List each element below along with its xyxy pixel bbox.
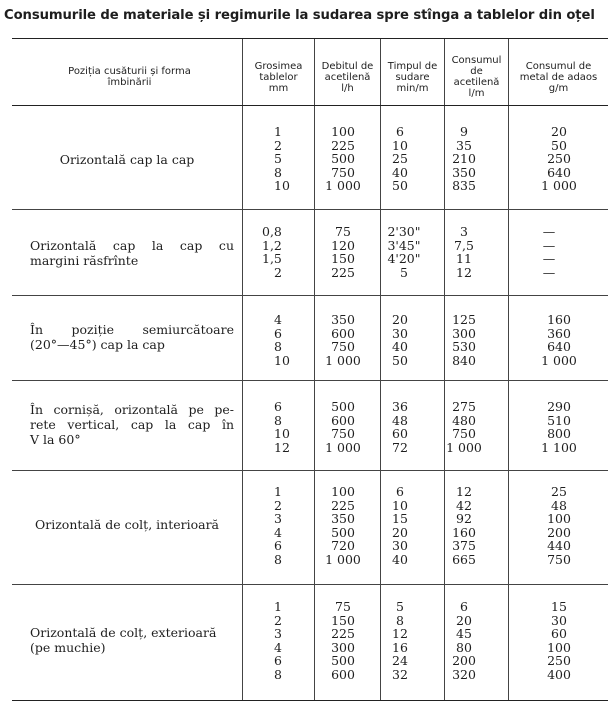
cell: 600 xyxy=(331,666,355,682)
acetylene-consumption-values xyxy=(444,600,484,682)
cell: 0,8 xyxy=(262,224,282,239)
cell: 350 xyxy=(331,312,355,327)
cell: 16 xyxy=(392,639,408,655)
cell: 12 xyxy=(274,439,290,455)
cell: 6 xyxy=(460,599,468,614)
cell: 1 000 xyxy=(325,439,361,455)
cell: 100 xyxy=(547,639,571,655)
cell: 800 xyxy=(547,426,571,442)
row-description xyxy=(12,625,242,655)
cell: 50 xyxy=(392,352,408,368)
cell: 6 xyxy=(274,653,282,669)
acetylene-flow-values xyxy=(318,313,368,367)
acetylene-flow-values xyxy=(318,400,368,454)
header-line: Consumul de xyxy=(525,61,592,72)
cell: 8 xyxy=(274,339,282,355)
welding-time-values xyxy=(380,125,420,193)
data-table xyxy=(12,38,608,701)
cell: 25 xyxy=(551,484,567,499)
cell: 50 xyxy=(392,178,408,194)
cell: 720 xyxy=(331,538,355,554)
cell: 5 xyxy=(274,151,282,167)
cell: 10 xyxy=(392,497,408,513)
description-line: Orizontală cap la cap cu xyxy=(30,238,234,253)
header-line: Timpul de xyxy=(387,61,438,72)
cell: 210 xyxy=(452,151,476,167)
header-line: tablelor xyxy=(259,72,298,83)
cell: 530 xyxy=(452,339,476,355)
cell: 510 xyxy=(547,412,571,428)
column-divider xyxy=(242,39,243,700)
cell: 60 xyxy=(551,626,567,642)
welding-time-values xyxy=(380,313,420,367)
description-line: Orizontală de colț, interioară xyxy=(35,517,219,532)
row-description xyxy=(12,152,242,167)
cell: — xyxy=(542,224,556,239)
cell: 48 xyxy=(551,497,567,513)
acetylene-consumption-values xyxy=(444,400,484,454)
cell: 80 xyxy=(456,639,472,655)
cell: 20 xyxy=(392,524,408,540)
filler-metal-values xyxy=(534,400,584,454)
cell: 290 xyxy=(547,399,571,414)
cell: 1 000 xyxy=(446,439,482,455)
cell: 50 xyxy=(551,137,567,153)
cell: 1,2 xyxy=(262,237,282,253)
row-divider xyxy=(12,380,608,381)
header-line: min/m xyxy=(396,83,429,94)
cell: 4 xyxy=(274,312,282,327)
cell: 480 xyxy=(452,412,476,428)
cell: 300 xyxy=(452,325,476,341)
header-line: sudare xyxy=(395,72,430,83)
cell: 40 xyxy=(392,551,408,567)
cell: 10 xyxy=(392,137,408,153)
description-line: margini răsfrînte xyxy=(30,253,139,268)
cell: 6 xyxy=(396,484,404,499)
row-divider xyxy=(12,584,608,585)
cell: 75 xyxy=(335,224,351,239)
cell: 24 xyxy=(392,653,408,669)
filler-metal-values xyxy=(534,125,584,193)
acetylene-consumption-values xyxy=(444,485,484,567)
header-position xyxy=(22,66,237,88)
filler-metal-values xyxy=(534,485,584,567)
cell: 600 xyxy=(331,412,355,428)
cell: 4 xyxy=(274,524,282,540)
cell: 8 xyxy=(274,551,282,567)
cell: — xyxy=(542,237,556,253)
cell: 225 xyxy=(331,137,355,153)
cell: 8 xyxy=(274,164,282,180)
cell: 500 xyxy=(331,399,355,414)
cell: 160 xyxy=(452,524,476,540)
cell: 30 xyxy=(392,538,408,554)
page-title: Consumurile de materiale și regimurile la sudarea spre stînga a tablelor din oțel xyxy=(4,8,595,23)
cell: — xyxy=(542,251,556,267)
cell: 100 xyxy=(547,511,571,527)
cell: 3 xyxy=(460,224,468,239)
cell: 25 xyxy=(392,151,408,167)
cell: 48 xyxy=(392,412,408,428)
cell: 30 xyxy=(551,612,567,628)
cell: 160 xyxy=(547,312,571,327)
welding-time-values xyxy=(380,600,420,682)
cell: 8 xyxy=(396,612,404,628)
cell: — xyxy=(542,264,556,280)
filler-metal-values xyxy=(534,313,584,367)
cell: 665 xyxy=(452,551,476,567)
cell: 60 xyxy=(392,426,408,442)
cell: 3 xyxy=(274,511,282,527)
acetylene-consumption-values xyxy=(444,313,484,367)
header-acetylene-consumption xyxy=(445,55,508,99)
row-description xyxy=(12,517,242,532)
cell: 3'45" xyxy=(387,237,421,253)
cell: 1 000 xyxy=(541,352,577,368)
cell: 600 xyxy=(331,325,355,341)
thickness-values xyxy=(262,225,302,279)
cell: 440 xyxy=(547,538,571,554)
cell: 6 xyxy=(274,325,282,341)
cell: 1 xyxy=(274,484,282,499)
cell: 2 xyxy=(274,497,282,513)
cell: 250 xyxy=(547,653,571,669)
cell: 225 xyxy=(331,264,355,280)
row-description xyxy=(12,238,242,268)
cell: 500 xyxy=(331,524,355,540)
cell: 12 xyxy=(392,626,408,642)
cell: 835 xyxy=(452,178,476,194)
header-line: g/m xyxy=(548,83,569,94)
acetylene-consumption-values xyxy=(444,125,484,193)
header-line: Poziția cusăturii și forma xyxy=(68,66,191,77)
cell: 20 xyxy=(456,612,472,628)
cell: 225 xyxy=(331,497,355,513)
cell: 4'20" xyxy=(387,251,421,267)
header-filler-metal xyxy=(509,61,608,94)
acetylene-flow-values xyxy=(318,125,368,193)
cell: 360 xyxy=(547,325,571,341)
row-divider xyxy=(12,209,608,210)
cell: 100 xyxy=(331,484,355,499)
cell: 7,5 xyxy=(454,237,474,253)
header-line: Grosimea xyxy=(254,61,303,72)
cell: 92 xyxy=(456,511,472,527)
header-rule xyxy=(12,105,608,106)
cell: 225 xyxy=(331,626,355,642)
description-line: În cornișă, orizontală pe pe- xyxy=(30,402,234,417)
cell: 10 xyxy=(274,178,290,194)
cell: 750 xyxy=(547,551,571,567)
cell: 1 000 xyxy=(325,551,361,567)
cell: 750 xyxy=(331,339,355,355)
acetylene-flow-values xyxy=(318,485,368,567)
acetylene-flow-values xyxy=(318,600,368,682)
cell: 8 xyxy=(274,412,282,428)
header-line: Debitul de xyxy=(321,61,374,72)
cell: 300 xyxy=(331,639,355,655)
cell: 8 xyxy=(274,666,282,682)
description-line: V la 60° xyxy=(30,432,81,447)
row-description xyxy=(12,402,242,447)
cell: 30 xyxy=(392,325,408,341)
cell: 1 000 xyxy=(325,178,361,194)
cell: 20 xyxy=(392,312,408,327)
welding-time-values xyxy=(380,485,420,567)
cell: 375 xyxy=(452,538,476,554)
cell: 350 xyxy=(452,164,476,180)
cell: 5 xyxy=(396,599,404,614)
cell: 100 xyxy=(331,124,355,139)
cell: 72 xyxy=(392,439,408,455)
row-divider xyxy=(12,470,608,471)
cell: 350 xyxy=(331,511,355,527)
column-divider xyxy=(314,39,315,700)
cell: 200 xyxy=(452,653,476,669)
description-line: Orizontală cap la cap xyxy=(59,152,195,167)
cell: 15 xyxy=(392,511,408,527)
cell: 750 xyxy=(331,426,355,442)
filler-metal-values xyxy=(534,225,564,279)
cell: 120 xyxy=(331,237,355,253)
cell: 20 xyxy=(551,124,567,139)
header-line: îmbinării xyxy=(107,77,152,88)
cell: 150 xyxy=(331,251,355,267)
column-divider xyxy=(508,39,509,700)
description-line: rete vertical, cap la cap în xyxy=(30,417,234,432)
cell: 1 xyxy=(274,124,282,139)
cell: 40 xyxy=(392,164,408,180)
cell: 15 xyxy=(551,599,567,614)
cell: 10 xyxy=(274,352,290,368)
cell: 750 xyxy=(452,426,476,442)
header-line: l/h xyxy=(341,83,354,94)
cell: 640 xyxy=(547,164,571,180)
description-line: În poziție semiurcătoare xyxy=(30,322,234,337)
cell: 400 xyxy=(547,666,571,682)
header-welding-time xyxy=(381,61,444,94)
thickness-values xyxy=(274,600,304,682)
description-line: (20°—45°) cap la cap xyxy=(30,337,165,352)
header-line: acetilenă xyxy=(324,72,371,83)
cell: 640 xyxy=(547,339,571,355)
thickness-values xyxy=(274,125,304,193)
row-divider xyxy=(12,295,608,296)
thickness-values xyxy=(274,485,304,567)
cell: 75 xyxy=(335,599,351,614)
cell: 6 xyxy=(274,399,282,414)
cell: 320 xyxy=(452,666,476,682)
header-line: acetilenă xyxy=(453,77,500,88)
thickness-values xyxy=(274,313,304,367)
header-line: mm xyxy=(268,83,289,94)
cell: 12 xyxy=(456,264,472,280)
description-line: Orizontală de colț, exterioară xyxy=(30,625,217,640)
cell: 6 xyxy=(396,124,404,139)
cell: 40 xyxy=(392,339,408,355)
cell: 1 000 xyxy=(325,352,361,368)
filler-metal-values xyxy=(534,600,584,682)
cell: 500 xyxy=(331,151,355,167)
header-line: metal de adaos xyxy=(519,72,598,83)
cell: 3 xyxy=(274,626,282,642)
header-line: Consumul xyxy=(451,55,502,66)
cell: 750 xyxy=(331,164,355,180)
header-thickness xyxy=(243,61,314,94)
cell: 2 xyxy=(274,264,282,280)
cell: 32 xyxy=(392,666,408,682)
cell: 2 xyxy=(274,137,282,153)
cell: 36 xyxy=(392,399,408,414)
acetylene-flow-values xyxy=(318,225,368,279)
cell: 45 xyxy=(456,626,472,642)
header-line: l/m xyxy=(468,88,485,99)
cell: 11 xyxy=(456,251,472,267)
cell: 1 100 xyxy=(541,439,577,455)
cell: 12 xyxy=(456,484,472,499)
cell: 35 xyxy=(456,137,472,153)
cell: 250 xyxy=(547,151,571,167)
cell: 125 xyxy=(452,312,476,327)
cell: 1 000 xyxy=(541,178,577,194)
cell: 275 xyxy=(452,399,476,414)
cell: 10 xyxy=(274,426,290,442)
welding-time-values xyxy=(380,400,420,454)
cell: 5 xyxy=(400,264,408,280)
thickness-values xyxy=(274,400,304,454)
cell: 1,5 xyxy=(262,251,282,267)
acetylene-consumption-values xyxy=(444,225,484,279)
welding-time-values xyxy=(380,225,428,279)
cell: 42 xyxy=(456,497,472,513)
cell: 9 xyxy=(460,124,468,139)
header-line: de xyxy=(470,66,483,77)
cell: 1 xyxy=(274,599,282,614)
cell: 840 xyxy=(452,352,476,368)
cell: 2 xyxy=(274,612,282,628)
cell: 150 xyxy=(331,612,355,628)
cell: 200 xyxy=(547,524,571,540)
description-line: (pe muchie) xyxy=(30,640,106,655)
cell: 500 xyxy=(331,653,355,669)
cell: 4 xyxy=(274,639,282,655)
cell: 6 xyxy=(274,538,282,554)
cell: 2'30" xyxy=(387,224,421,239)
row-description xyxy=(12,322,242,352)
header-acetylene-flow xyxy=(315,61,380,94)
